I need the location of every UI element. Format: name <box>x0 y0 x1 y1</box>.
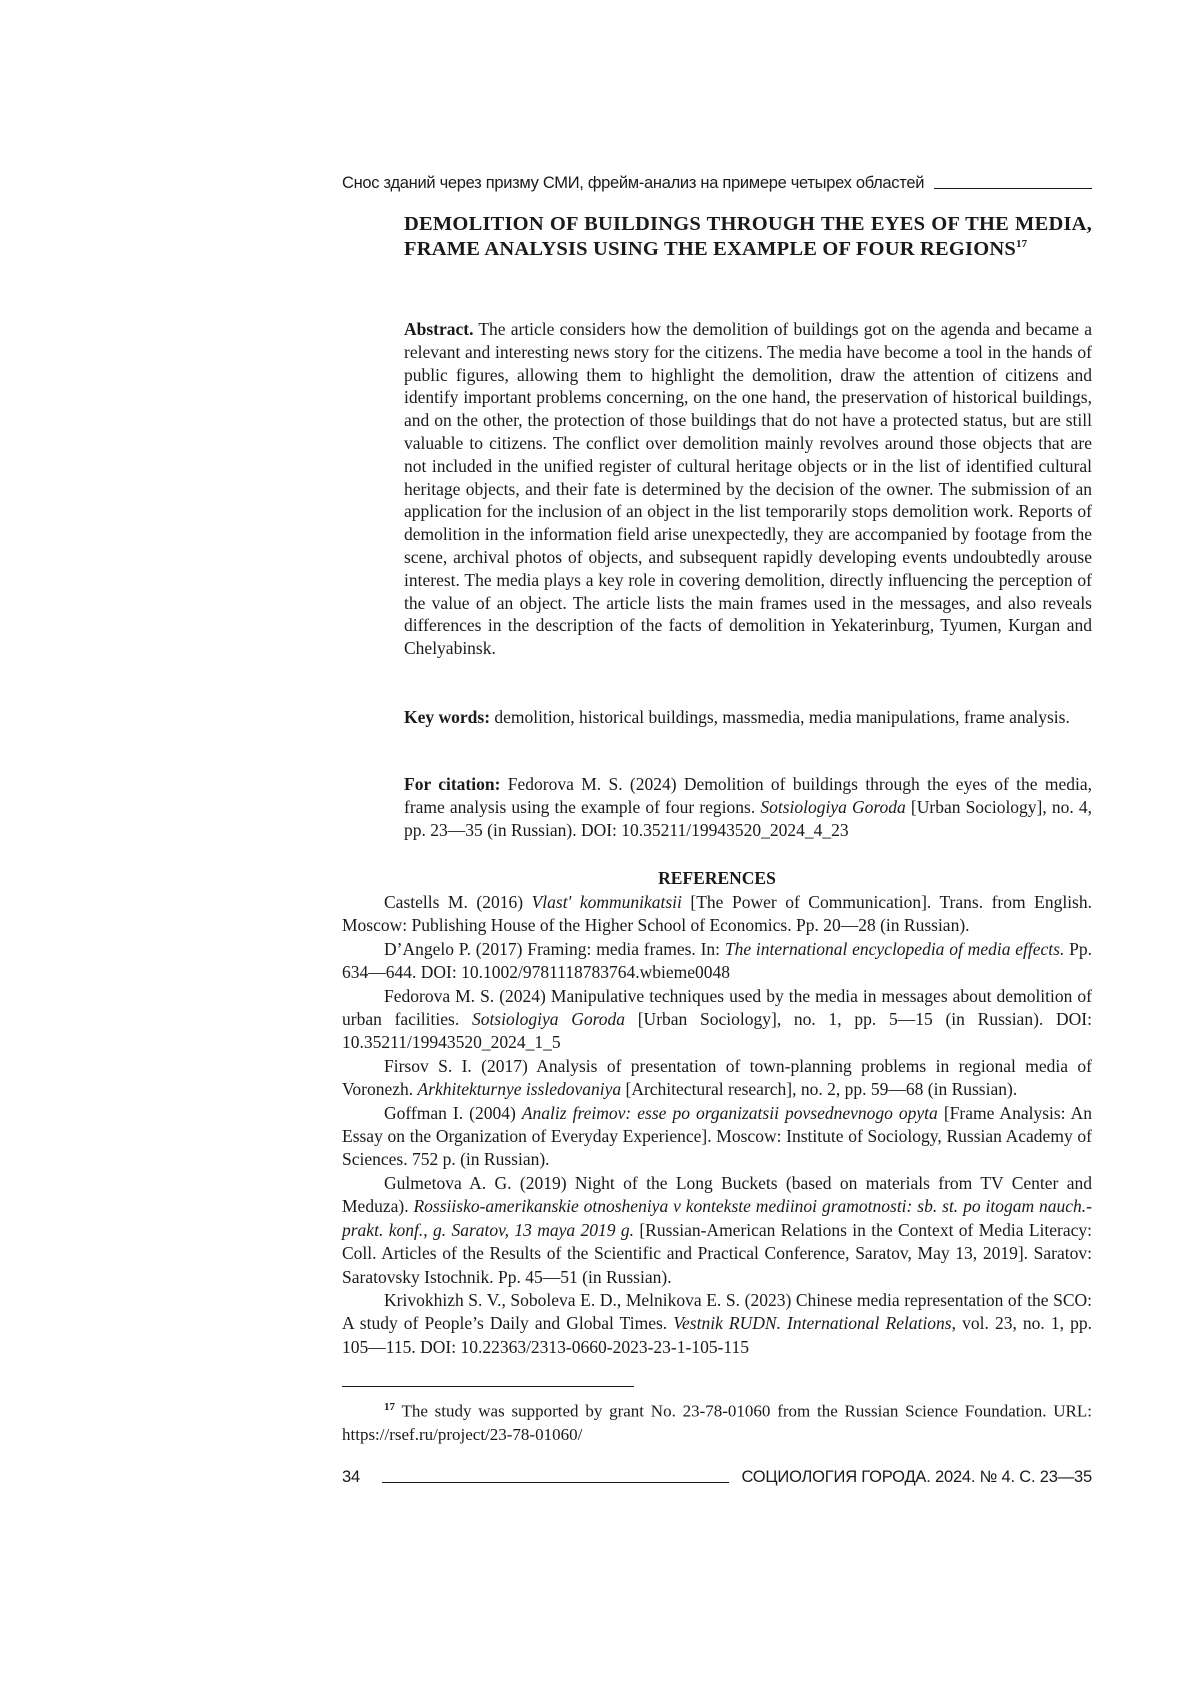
running-head <box>342 174 1092 193</box>
reference-text-end: , vol. 23, no. 1, pp. 105—115. DOI: 10.22363/2313-0660-2023-23-1-105-115 <box>342 1313 1092 1357</box>
citation-label: For citation: <box>404 774 501 794</box>
article-title <box>404 212 1092 262</box>
abstract <box>404 318 1092 660</box>
citation-journal: Sotsiologiya Goroda <box>760 796 906 817</box>
reference-title: Vestnik RUDN. International Relations <box>673 1313 952 1334</box>
page-number: 34 <box>342 1468 360 1486</box>
reference-item <box>342 891 1092 938</box>
abstract-label: Abstract. <box>404 319 474 339</box>
citation-text: Fedorova M. S. (2024) Demolition of buildings through the eyes of the media, frame analysis using the example of four regions. <box>404 774 1092 817</box>
reference-item <box>342 985 1092 1055</box>
running-head-text: Снос зданий через призму СМИ, фрейм-анализ на примере четырех областей <box>342 174 925 192</box>
footnote-separator <box>342 1386 634 1387</box>
reference-text: Krivokhizh S. V., Soboleva E. D., Melnikova E. S. (2023) Chinese media representation of the SCO: A study of People’s Daily and Global Times. <box>342 1289 1092 1334</box>
reference-text: Gulmetova A. G. (2019) Night of the Long Buckets (based on materials from TV Center and Meduza). <box>342 1172 1092 1217</box>
reference-text: Firsov S. I. (2017) Analysis of presentation of town-planning problems in regional media of Voronezh. <box>342 1055 1092 1100</box>
keywords <box>404 706 1092 729</box>
citation <box>404 773 1092 841</box>
reference-text-end: Pp. 634—644. DOI: 10.1002/9781118783764.wbieme0048 <box>342 938 1093 983</box>
footer-rule <box>382 1482 729 1483</box>
references-heading: REFERENCES <box>658 868 776 888</box>
reference-title: Rossiisko-amerikanskie otnosheniya v kontekste mediinoi gramotnosti: sb. st. po itogam nauch.-prakt. konf., g. Saratov, 13 maya 2019 g. <box>342 1196 1092 1240</box>
footnote <box>342 1396 1092 1446</box>
reference-text-end: [Urban Sociology], no. 1, pp. 5—15 (in Russian). DOI: 10.35211/19943520_2024_1_5 <box>342 1009 1092 1053</box>
article-title-text: DEMOLITION OF BUILDINGS THROUGH THE EYES OF THE MEDIA, FRAME ANALYSIS USING THE EXAMPLE OF FOUR REGIONS <box>404 213 1092 260</box>
references-list <box>342 891 1092 1359</box>
reference-text-end: [Russian-American Relations in the Context of Media Literacy: Coll. Articles of the Results of the Scientific and Practical Conference, Saratov, May 13, 2019]. Saratov: Saratovsky Istochnik. Pp. 45—51 (in Russian). <box>342 1219 1092 1287</box>
reference-item <box>342 1102 1092 1172</box>
keywords-text: demolition, historical buildings, massmedia, media manipulations, frame analysis. <box>490 707 1070 727</box>
reference-item <box>342 1289 1092 1359</box>
reference-text-end: [The Power of Communication]. Trans. from English. Moscow: Publishing House of the Higher School of Economics. Pp. 20—28 (in Russian). <box>342 892 1092 936</box>
footnote-text: The study was supported by grant No. 23-78-01060 from the Russian Science Foundation. URL: https://rsef.ru/project/23-78-01060/ <box>342 1401 1092 1444</box>
reference-text: Fedorova M. S. (2024) Manipulative techniques used by the media in messages about demolition of urban facilities. <box>342 985 1092 1030</box>
title-footnote-marker: 17 <box>1015 238 1028 251</box>
citation-text-end: [Urban Sociology], no. 4, pp. 23—35 (in Russian). DOI: 10.35211/19943520_2024_4_23 <box>404 796 1092 840</box>
reference-title: Arkhitekturnye issledovaniya <box>417 1079 622 1100</box>
reference-text-end: [Architectural research], no. 2, pp. 59—68 (in Russian). <box>621 1079 1018 1100</box>
reference-title: Vlast' kommunikatsii <box>531 892 682 912</box>
footnote-marker: 17 <box>384 1401 395 1413</box>
keywords-label: Key words: <box>404 707 491 727</box>
reference-item <box>342 1172 1092 1289</box>
reference-title: The international encyclopedia of media effects. <box>724 938 1065 959</box>
page-footer <box>342 1468 1092 1487</box>
reference-item <box>342 938 1092 985</box>
abstract-text: The article considers how the demolition of buildings got on the agenda and became a relevant and interesting news story for the citizens. The media have become a tool in the hands of public figures, allowing them to highlight the demolition, draw the attention of citizens and identify important problems concerning, on the one hand, the preservation of historical buildings, and on the other, the protection of those buildings that do not have a protected status, but are still valuable to citizens. The conflict over demolition mainly revolves around those objects that are not included in the unified register of cultural heritage objects or in the list of identified cultural heritage objects, and their fate is determined by the decision of the owner. The submission of an application for the inclusion of an object in the list temporarily stops demolition work. Reports of demolition in the information field arise unexpectedly, they are accompanied by footage from the scene, archival photos of objects, and subsequent rapidly developing events undoubtedly arouse interest. The media plays a key role in covering demolition, directly influencing the perception of the value of an object. The article lists the main frames used in the messages, and also reveals differences in the description of the facts of demolition in Yekaterinburg, Tyumen, Kurgan and Chelyabinsk. <box>404 319 1092 659</box>
running-head-rule <box>934 188 1092 189</box>
reference-text: D’Angelo P. (2017) Framing: media frames. In: <box>384 938 725 959</box>
reference-title: Analiz freimov: esse po organizatsii povsednevnogo opyta <box>521 1102 938 1123</box>
reference-text: Goffman I. (2004) <box>384 1102 522 1123</box>
reference-text-end: [Frame Analysis: An Essay on the Organization of Everyday Experience]. Moscow: Institute of Sociology, Russian Academy of Sciences. 752 p. (in Russian). <box>342 1102 1093 1170</box>
reference-item <box>342 1055 1092 1102</box>
journal-info: СОЦИОЛОГИЯ ГОРОДА. 2024. № 4. С. 23—35 <box>741 1468 1092 1486</box>
reference-title: Sotsiologiya Goroda <box>471 1009 625 1030</box>
reference-text: Castells M. (2016) <box>384 892 532 912</box>
